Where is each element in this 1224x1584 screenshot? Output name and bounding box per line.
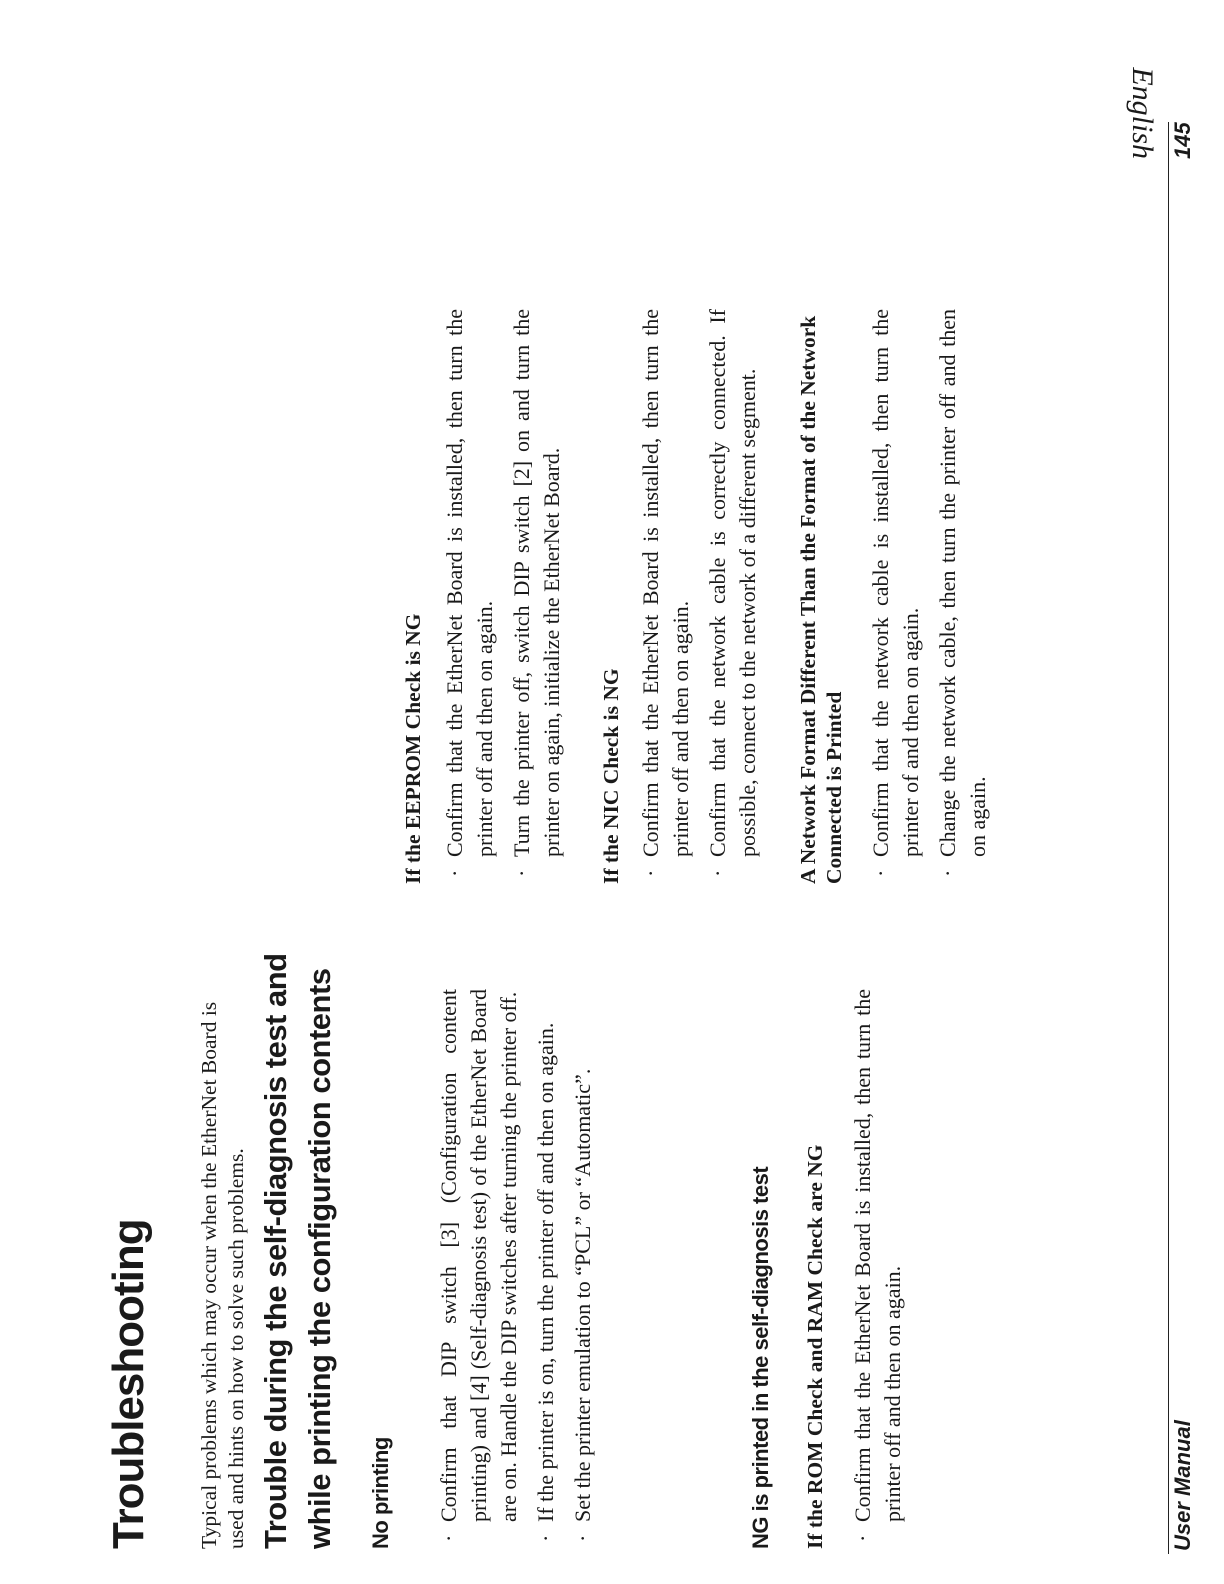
network-format-list: [866, 309, 993, 884]
language-label: English: [1126, 67, 1159, 159]
page-number: 145: [1170, 122, 1195, 159]
list-item: · Confirm that the network cable is correctly connected. If possible, connect to the network of a different segment.: [703, 309, 763, 884]
footer-divider: [1168, 122, 1169, 1554]
ng-printed-heading: NG is printed in the self-diagnosis test: [748, 1166, 773, 1549]
rom-ram-list: [848, 989, 908, 1549]
list-item: · Confirm that the EtherNet Board is installed, then turn the printer off and then on again.: [440, 309, 500, 884]
intro-paragraph: Typical problems which may occur when the EtherNet Board is used and hints on how to solve such problems.: [197, 1001, 248, 1549]
no-printing-heading: No printing: [368, 1437, 393, 1549]
list-item: · Turn the printer off, switch DIP switch [2] on and turn the printer on again, initialize the EtherNet Board.: [507, 309, 567, 884]
list-item: · If the printer is on, turn the printer off and then on again.: [531, 989, 561, 1549]
network-format-heading: A Network Format Different Than the Format of the Network Connected is Printed: [796, 315, 846, 884]
list-item: · Confirm that the EtherNet Board is installed, then turn the printer off and then on again.: [636, 309, 696, 884]
nic-heading: If the NIC Check is NG: [599, 668, 623, 884]
list-item: · Confirm that the EtherNet Board is installed, then turn the printer off and then on again.: [848, 989, 908, 1549]
footer-manual-label: User Manual: [1170, 1420, 1195, 1551]
list-item: · Confirm that the network cable is installed, then turn the printer of and then on again.: [866, 309, 926, 884]
nic-list: [636, 309, 763, 884]
section-title: Trouble during the self-diagnosis test and while printing the configuration contents: [258, 953, 337, 1549]
list-item: · Set the printer emulation to “PCL” or “Automatic”.: [568, 989, 598, 1549]
no-printing-list: [434, 989, 598, 1549]
page-title: Troubleshooting: [104, 1219, 153, 1549]
rom-ram-heading: If the ROM Check and RAM Check are NG: [803, 1144, 827, 1549]
list-item: · Confirm that DIP switch [3] (Configuration content printing) and [4] (Self-diagnosis test) of the EtherNet Board are on. Handle the DIP switches after turning the printer off.: [434, 989, 524, 1549]
list-item: · Change the network cable, then turn the printer off and then on again.: [933, 309, 993, 884]
eeprom-list: [440, 309, 567, 884]
eeprom-heading: If the EEPROM Check is NG: [401, 613, 425, 884]
